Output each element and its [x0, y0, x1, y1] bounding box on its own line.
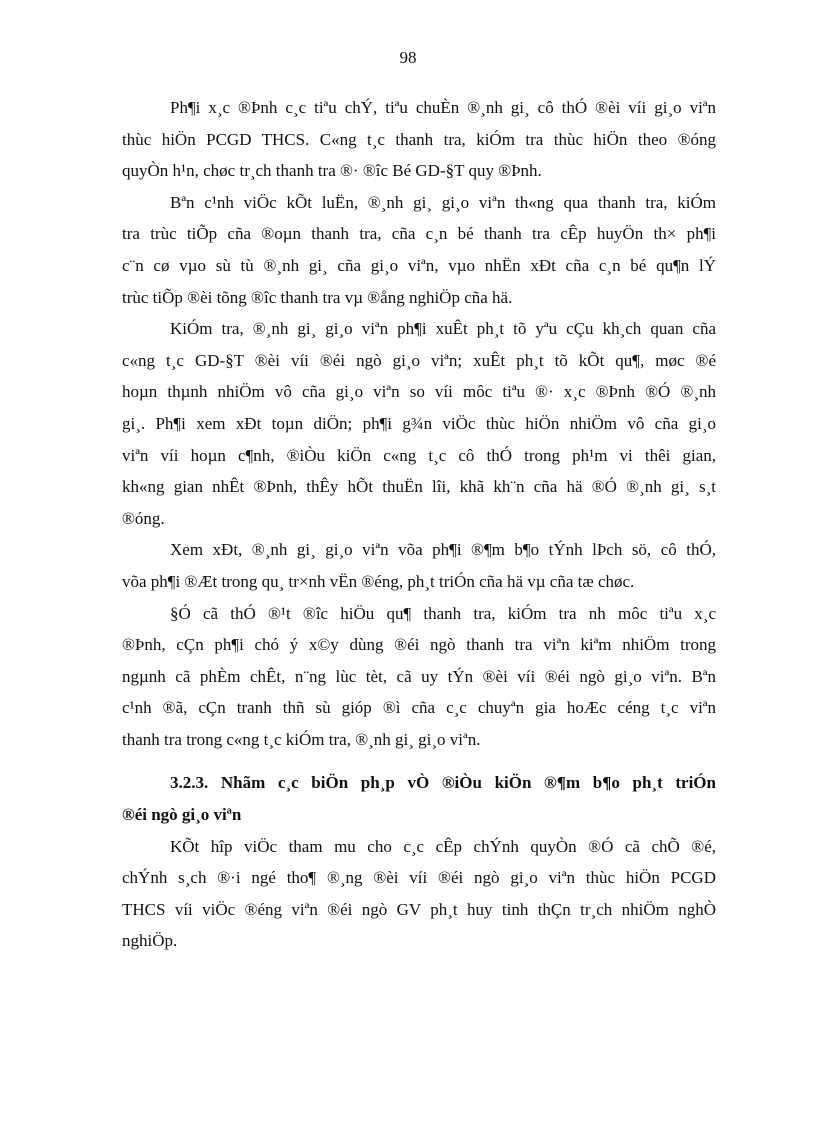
text-line: võa ph¶i ®Æt trong qu¸ tr×nh vËn ®éng, ph¸t triÓn cña hä vµ cña tæ chøc. [122, 571, 635, 591]
text-line: thanh tra trong c«ng t¸c kiÓm tra, ®¸nh gi¸ gi¸o viªn. [122, 729, 481, 749]
paragraph-3 [122, 313, 716, 534]
text-line: chÝnh s¸ch ®·i ngé tho¶ ®¸ng ®èi víi ®éi ngò gi¸o viªn thùc hiÖn PCGD [122, 868, 716, 888]
paragraph-1 [122, 92, 716, 187]
paragraph-4 [122, 534, 716, 597]
text-line: nghiÖp. [122, 931, 178, 951]
section-heading [122, 767, 716, 830]
text-line: §Ó cã thÓ ®¹t ®îc hiÖu qu¶ thanh tra, kiÓm tra nh môc tiªu x¸c [170, 603, 716, 623]
heading-line: 3.2.3. Nhãm c¸c biÖn ph¸p vÒ ®iÒu kiÖn ®¶m b¶o ph¸t triÓn [170, 773, 716, 793]
text-line: Ph¶i x¸c ®Þnh c¸c tiªu chÝ, tiªu chuÈn ®¸nh gi¸ cô thÓ ®èi víi gi¸o viªn [170, 98, 716, 117]
heading-line: ®éi ngò gi¸o viªn [122, 805, 242, 825]
text-line: c¹nh ®ã, cÇn tranh thñ sù gióp ®ì cña c¸c chuyªn gia hoÆc céng t¸c viªn [122, 698, 716, 718]
text-line: Bªn c¹nh viÖc kÕt luËn, ®¸nh gi¸ gi¸o viªn th«ng qua thanh tra, kiÓm [170, 192, 716, 212]
text-line: trùc tiÕp ®èi tõng ®îc thanh tra vµ ®ång nghiÖp cña hä. [122, 287, 513, 307]
text-line: ®óng. [122, 508, 165, 528]
section-spacer [122, 755, 716, 767]
text-line: c¨n cø vµo sù tù ®¸nh gi¸ cña gi¸o viªn, vµo nhËn xÐt cña c¸n bé qu¶n lÝ [122, 255, 716, 275]
text-line: kh«ng gian nhÊt ®Þnh, thÊy hÕt thuËn lîi, khã kh¨n cña hä ®Ó ®¸nh gi¸ s¸t [122, 477, 716, 497]
text-line: THCS víi viÖc ®éng viªn ®éi ngò GV ph¸t huy tinh thÇn tr¸ch nhiÖm nghÒ [122, 899, 716, 919]
text-line: hoµn thµnh nhiÖm vô cña gi¸o viªn so víi môc tiªu ®· x¸c ®Þnh ®Ó ®¸nh [122, 382, 716, 402]
text-line: c«ng t¸c GD-§T ®èi víi ®éi ngò gi¸o viªn; xuÊt ph¸t tõ kÕt qu¶, møc ®é [122, 350, 716, 370]
document-body [122, 92, 716, 957]
paragraph-6 [122, 831, 716, 957]
text-line: Xem xÐt, ®¸nh gi¸ gi¸o viªn võa ph¶i ®¶m b¶o tÝnh lÞch sö, cô thÓ, [170, 540, 716, 560]
text-line: quyÒn h¹n, chøc tr¸ch thanh tra ®· ®îc Bé GD-§T quy ®Þnh. [122, 161, 542, 181]
text-line: ®Þnh, cÇn ph¶i chó ý x©y dùng ®éi ngò thanh tra viªn kiªm nhiÖm trong [122, 635, 716, 655]
text-line: gi¸. Ph¶i xem xÐt toµn diÖn; ph¶i g¾n viÖc thùc hiÖn nhiÖm vô cña gi¸o [122, 413, 716, 433]
page-number: 98 [399, 48, 417, 67]
text-line: thùc hiÖn PCGD THCS. C«ng t¸c thanh tra, kiÓm tra thùc hiÖn theo ®óng [122, 129, 716, 149]
paragraph-5 [122, 598, 716, 756]
paragraph-2 [122, 187, 716, 313]
text-line: tra trùc tiÕp cña ®oµn thanh tra, cña c¸n bé thanh tra cÊp huyÖn th× ph¶i [122, 224, 716, 244]
text-line: viªn víi hoµn c¶nh, ®iÒu kiÖn c«ng t¸c cô thÓ trong ph¹m vi thêi gian, [122, 445, 716, 465]
text-line: KÕt hîp viÖc tham mu cho c¸c cÊp chÝnh quyÒn ®Ó cã chÕ ®é, [170, 836, 716, 856]
text-line: ngµnh cã phÈm chÊt, n¨ng lùc tèt, cã uy tÝn ®èi víi ®éi ngò gi¸o viªn. Bªn [122, 666, 716, 686]
text-line: KiÓm tra, ®¸nh gi¸ gi¸o viªn ph¶i xuÊt ph¸t tõ yªu cÇu kh¸ch quan cña [170, 319, 716, 339]
